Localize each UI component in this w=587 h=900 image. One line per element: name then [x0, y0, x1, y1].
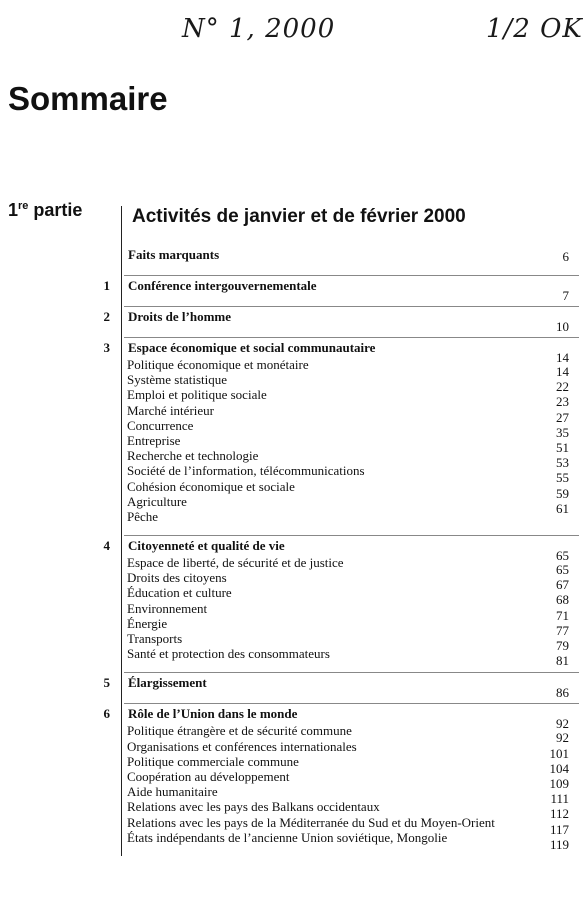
entry-title: Politique étrangère et de sécurité commune	[127, 723, 352, 739]
entry-page-number: 77	[556, 622, 569, 638]
toc-section-heading[interactable]	[0, 309, 587, 334]
entry-title: Organisations et conférences internationales	[127, 738, 357, 754]
entry-page-number: 59	[556, 485, 569, 501]
entry-title: Emploi et politique sociale	[127, 387, 267, 403]
table-of-contents	[0, 247, 587, 852]
section-separator	[0, 524, 587, 538]
entry-page-number: 55	[556, 470, 569, 486]
section-page-number: 65	[556, 548, 569, 564]
entry-title: Politique économique et monétaire	[127, 357, 309, 372]
section-separator	[0, 264, 587, 278]
entry-title: Entreprise	[127, 432, 181, 448]
toc-entry[interactable]	[0, 509, 587, 524]
page-title: Sommaire	[8, 80, 168, 117]
section-page-number: 7	[562, 288, 569, 303]
entry-title: Énergie	[127, 615, 168, 631]
toc-section	[0, 309, 587, 334]
handwritten-check-note: 1/2 OK	[486, 14, 583, 44]
toc-section	[0, 675, 587, 701]
section-page-number: 14	[556, 350, 569, 365]
section-title: Conférence intergouvernementale	[128, 278, 317, 293]
entry-page-number: 61	[556, 500, 569, 516]
entry-title: Santé et protection des consommateurs	[127, 646, 330, 662]
part-label	[8, 200, 82, 221]
entry-page-number: 23	[556, 394, 569, 410]
part-number-suffix: re	[18, 200, 29, 212]
entry-page-number: 35	[556, 424, 569, 440]
entry-page-number: 22	[556, 379, 569, 395]
section-number: 1	[103, 278, 110, 293]
entry-title: États indépendants de l’ancienne Union soviétique, Mongolie	[127, 829, 448, 845]
entry-title: Aide humanitaire	[127, 784, 218, 800]
entry-page-number: 65	[556, 562, 569, 578]
toc-section	[0, 278, 587, 303]
entry-page-number: 92	[556, 730, 569, 746]
section-title: Espace économique et social communautaire	[128, 340, 376, 355]
entry-page-number: 27	[556, 409, 569, 425]
part-word: partie	[28, 200, 83, 220]
entry-title: Marché intérieur	[127, 402, 214, 418]
entry-page-number: 71	[556, 607, 569, 623]
toc-section	[0, 247, 587, 264]
entry-title: Éducation et culture	[127, 585, 232, 601]
toc-entry[interactable]	[0, 646, 587, 669]
section-separator	[0, 326, 587, 340]
entry-title: Relations avec les pays des Balkans occidentaux	[127, 799, 380, 815]
section-title: Faits marquants	[128, 247, 220, 262]
entry-title: Société de l’information, télécommunications	[127, 463, 365, 479]
entry-page-number: 117	[549, 821, 569, 837]
section-separator	[0, 295, 587, 309]
toc-entry[interactable]	[0, 357, 587, 379]
toc-section-heading[interactable]	[0, 675, 587, 701]
toc-section	[0, 706, 587, 852]
toc-section	[0, 538, 587, 669]
entry-page-number: 111	[550, 791, 569, 807]
toc-section	[0, 340, 587, 524]
toc-entry[interactable]	[0, 631, 587, 653]
entry-page-number: 53	[556, 455, 569, 471]
entry-title: Recherche et technologie	[127, 448, 259, 464]
section-title: Élargissement	[128, 675, 207, 691]
entry-title: Politique commerciale commune	[127, 753, 299, 769]
section-title: Droits de l’homme	[128, 309, 232, 324]
entry-page-number: 68	[556, 592, 569, 608]
section-number: 4	[103, 538, 110, 554]
part-number: 1	[8, 200, 19, 220]
entry-title: Pêche	[127, 508, 159, 524]
section-page-number: 86	[556, 685, 569, 701]
entry-page-number: 109	[549, 775, 569, 791]
entry-page-number: 51	[556, 439, 569, 455]
entry-title: Agriculture	[127, 493, 187, 509]
section-number: 2	[103, 309, 110, 324]
section-number: 3	[103, 340, 110, 355]
toc-section-heading[interactable]	[0, 247, 587, 264]
entry-title: Relations avec les pays de la Méditerranée du Sud et du Moyen-Orient	[127, 814, 495, 830]
entry-title: Cohésion économique et sociale	[127, 478, 295, 494]
part-title: Activités de janvier et de février 2000	[132, 206, 466, 227]
section-title: Citoyenneté et qualité de vie	[128, 538, 285, 554]
section-separator	[0, 661, 587, 675]
section-page-number: 10	[556, 319, 569, 334]
handwritten-issue-note: N° 1, 2000	[182, 14, 336, 44]
entry-page-number: 81	[556, 653, 569, 669]
entry-title: Droits des citoyens	[127, 570, 227, 586]
section-number: 5	[103, 675, 110, 691]
entry-page-number: 112	[549, 806, 569, 822]
entry-title: Espace de liberté, de sécurité et de justice	[127, 555, 344, 571]
section-page-number: 92	[556, 716, 569, 732]
entry-page-number: 104	[549, 760, 569, 776]
entry-page-number: 14	[556, 364, 569, 379]
entry-title: Coopération au développement	[127, 768, 290, 784]
entry-page-number: 101	[549, 745, 569, 761]
entry-page-number: 79	[556, 638, 569, 653]
entry-title: Système statistique	[127, 372, 228, 388]
section-page-number: 6	[562, 249, 569, 264]
entry-page-number: 67	[556, 577, 569, 593]
section-number: 6	[103, 706, 110, 722]
entry-page-number: 119	[549, 836, 569, 852]
section-separator	[0, 692, 587, 706]
entry-title: Environnement	[127, 600, 208, 616]
entry-title: Transports	[127, 631, 183, 646]
entry-title: Concurrence	[127, 417, 194, 433]
section-title: Rôle de l’Union dans le monde	[128, 706, 298, 722]
toc-section-heading[interactable]	[0, 278, 587, 303]
